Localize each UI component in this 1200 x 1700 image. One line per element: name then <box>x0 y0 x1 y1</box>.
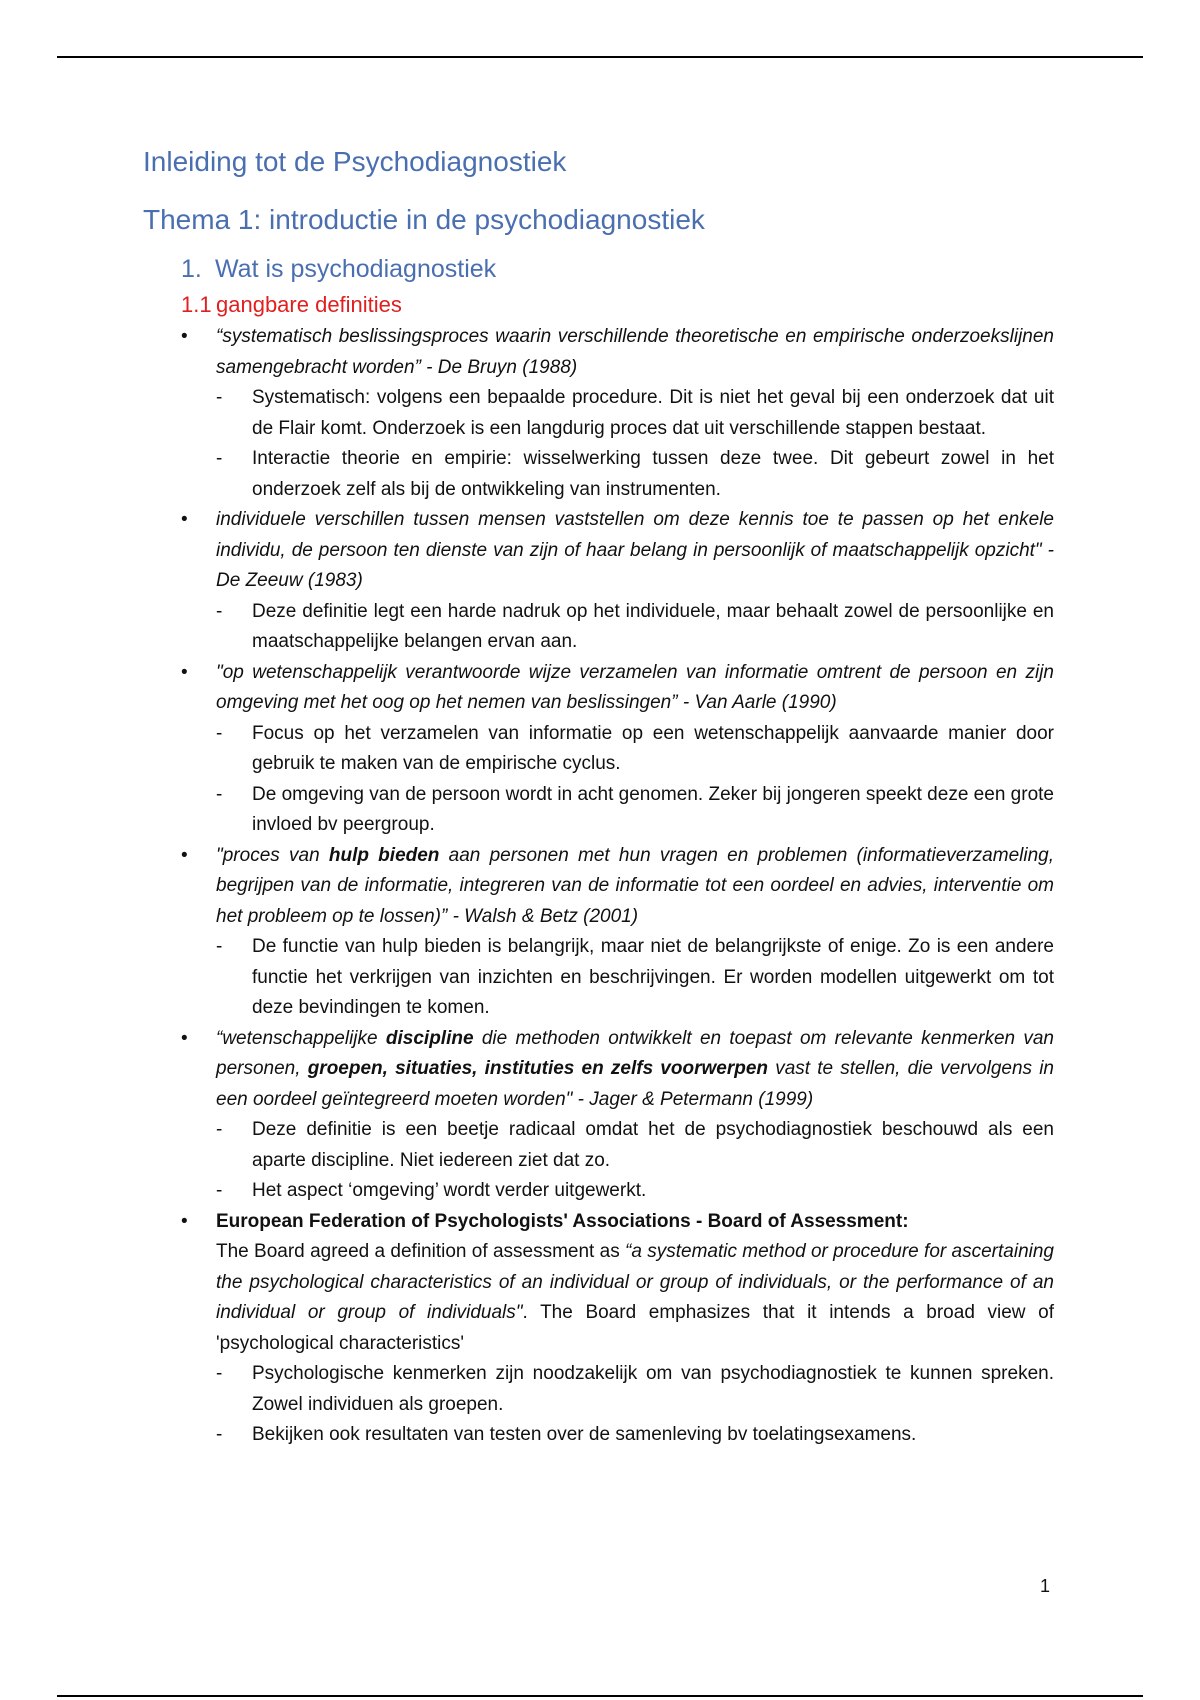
footer-rule <box>57 1695 1143 1697</box>
bullet-marker: • <box>181 661 188 683</box>
definition-text: die methoden ontwikkelt en toepast om relevante kenmerken van personen, <box>216 1027 1055 1079</box>
definition-text: “a systematic method or procedure for ascertaining the psychological characteristics of an individual or group of individuals, or the performance of an individual or group of individuals" <box>216 1241 1054 1323</box>
explanation-text: Deze definitie legt een harde nadruk op het individuele, maar behaalt zowel de persoonlijke en maatschappelijke belangen ervan aan. <box>252 600 1054 652</box>
explanation-item <box>143 597 1054 658</box>
explanation-item <box>143 383 1054 444</box>
definition-list <box>143 322 1054 1451</box>
dash-marker: - <box>216 448 223 469</box>
page-number: 1 <box>1040 1576 1051 1596</box>
explanation-item <box>143 444 1054 505</box>
explanation-item <box>143 1176 1054 1207</box>
dash-marker: - <box>216 600 223 622</box>
bullet-marker: • <box>181 326 188 347</box>
definition-text: vast te stellen, die vervolgens in een oordeel geïntegreerd moeten worden" - Jager & Petermann (1999) <box>216 1058 1054 1110</box>
section-label: Wat is psychodiagnostiek <box>215 255 497 283</box>
explanation-item <box>143 932 1054 1024</box>
theme-heading: Thema 1: introductie in de psychodiagnostiek <box>143 204 705 235</box>
bullet-marker: • <box>181 844 188 866</box>
dash-marker: - <box>216 1180 223 1201</box>
explanation-item <box>143 780 1054 841</box>
definition-text: discipline <box>385 1027 474 1049</box>
dash-marker: - <box>216 722 223 744</box>
explanation-item <box>143 1420 1054 1451</box>
subsection-number: 1.1 <box>181 292 212 317</box>
definition-text: aan personen met hun vragen en problemen (informatieverzameling, begrijpen van de informatie, integreren van de informatie tot een oordeel en advies, interventie om het probleem op te lossen)” - Walsh & Betz (2001) <box>216 844 1054 927</box>
definition-text: The Board agreed a definition of assessment as <box>216 1241 626 1262</box>
definition-item <box>143 841 1054 933</box>
explanation-text: Bekijken ook resultaten van testen over de samenleving bv toelatingsexamens. <box>252 1424 917 1445</box>
definition-item <box>143 658 1054 719</box>
explanation-item <box>143 719 1054 780</box>
definition-text: European Federation of Psychologists' Associations - Board of Assessment: <box>216 1210 909 1232</box>
explanation-text: Systematisch: volgens een bepaalde procedure. Dit is niet het geval bij een onderzoek dat uit de Flair komt. Onderzoek is een langdurig proces dat uit verschillende stappen bestaat. <box>252 387 1054 439</box>
explanation-text: De functie van hulp bieden is belangrijk, maar niet de belangrijkste of enige. Zo is een andere functie het verkrijgen van inzichten en beschrijvingen. Er worden modellen uitgewerkt om tot deze bevindingen te komen. <box>252 936 1054 1018</box>
subsection-heading <box>181 290 1054 320</box>
explanation-item <box>143 1359 1054 1420</box>
definition-item <box>143 505 1054 597</box>
explanation-text: Het aspect ‘omgeving’ wordt verder uitgewerkt. <box>252 1180 647 1201</box>
definition-text: individuele verschillen tussen mensen vaststellen om deze kennis toe te passen op het enkele individu, de persoon ten dienste van zijn of haar belang in persoonlijk of maatschappelijk opzicht" - De Zeeuw (1983) <box>216 509 1054 591</box>
dash-marker: - <box>216 1119 223 1140</box>
bullet-marker: • <box>181 1210 188 1232</box>
explanation-text: De omgeving van de persoon wordt in acht genomen. Zeker bij jongeren speekt deze een grote invloed bv peergroup. <box>252 783 1054 835</box>
document-body <box>143 142 1054 1451</box>
definition-item <box>143 322 1054 383</box>
section-heading <box>181 252 1054 286</box>
explanation-item <box>143 1115 1054 1176</box>
explanation-text: Psychologische kenmerken zijn noodzakelijk om van psychodiagnostiek te kunnen spreken. Zowel individuen als groepen. <box>252 1363 1054 1415</box>
dash-marker: - <box>216 936 223 957</box>
dash-marker: - <box>216 387 223 408</box>
definition-text: “wetenschappelijke <box>216 1027 386 1049</box>
explanation-text: Deze definitie is een beetje radicaal omdat het de psychodiagnostiek beschouwd als een aparte discipline. Niet iedereen ziet dat zo. <box>252 1119 1054 1171</box>
definition-text: . The Board emphasizes that it intends a broad view of 'psychological characteristics' <box>216 1302 1054 1354</box>
definition-text: hulp bieden <box>328 844 440 866</box>
subsection-label: gangbare definities <box>216 292 402 317</box>
dash-marker: - <box>216 1363 223 1384</box>
dash-marker: - <box>216 1424 223 1445</box>
definition-text: "op wetenschappelijk verantwoorde wijze verzamelen van informatie omtrent de persoon en zijn omgeving met het oog op het nemen van beslissingen” - Van Aarle (1990) <box>216 661 1054 713</box>
bullet-marker: • <box>181 509 188 530</box>
definition-item <box>143 1024 1054 1116</box>
explanation-text: Focus op het verzamelen van informatie op een wetenschappelijk aanvaarde manier door gebruik te maken van de empirische cyclus. <box>252 722 1054 774</box>
bullet-marker: • <box>181 1027 188 1049</box>
header-rule <box>57 56 1143 58</box>
definition-item <box>143 1207 1054 1360</box>
document-title: Inleiding tot de Psychodiagnostiek <box>143 146 567 177</box>
definition-text: “systematisch beslissingsproces waarin verschillende theoretische en empirische onderzoekslijnen samengebracht worden” - De Bruyn (1988) <box>216 326 1054 378</box>
explanation-text: Interactie theorie en empirie: wisselwerking tussen deze twee. Dit gebeurt zowel in het onderzoek zelf als bij de ontwikkeling van instrumenten. <box>252 448 1054 500</box>
section-number: 1. <box>181 255 202 283</box>
definition-text: "proces van <box>216 844 329 866</box>
dash-marker: - <box>216 783 223 805</box>
definition-text: groepen, situaties, instituties en zelfs voorwerpen <box>307 1058 769 1079</box>
